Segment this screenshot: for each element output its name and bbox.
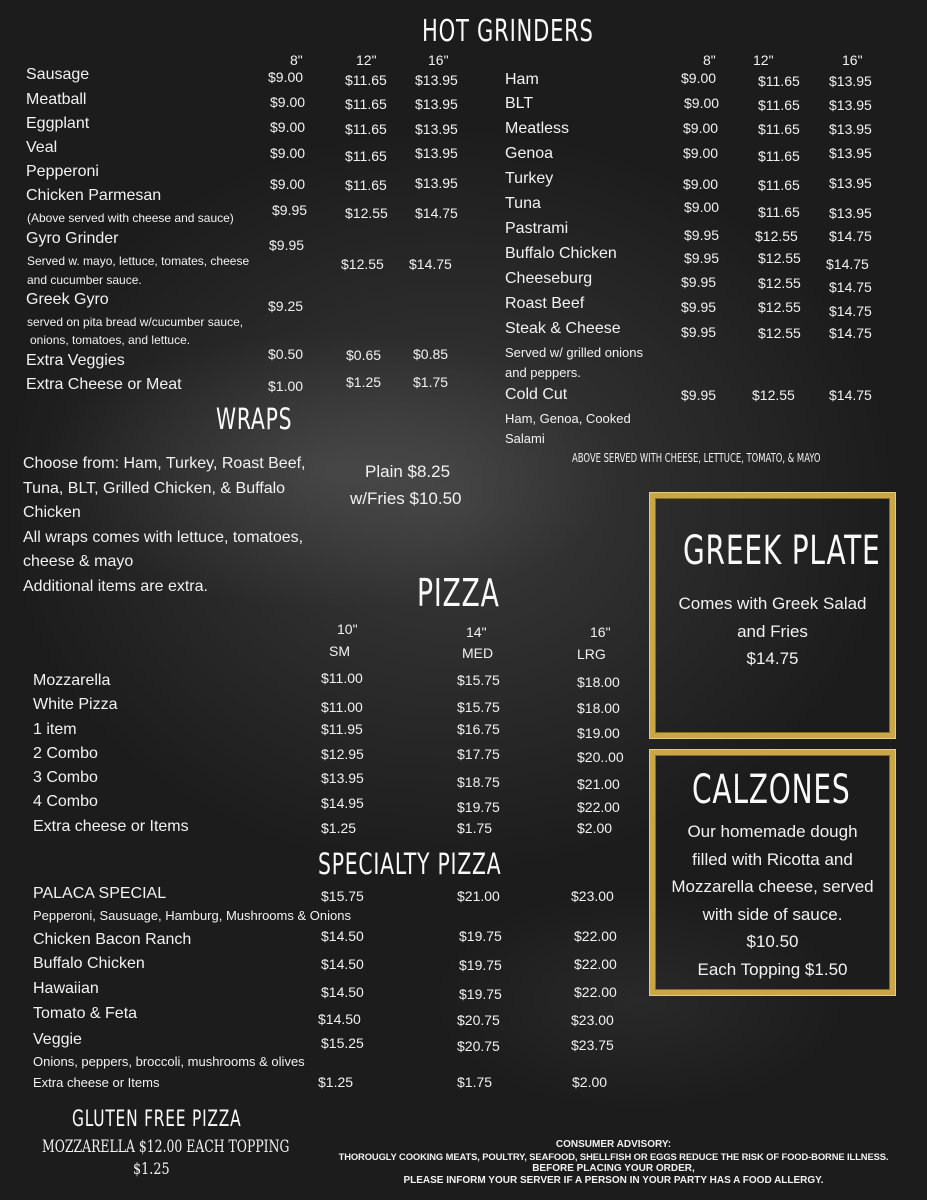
hot-grinders-title: HOT GRINDERS xyxy=(422,14,594,49)
right-size-12: 12" xyxy=(753,52,774,68)
price: $14.50 xyxy=(321,984,364,1000)
price: $11.00 xyxy=(321,699,363,715)
list-item: Chicken Bacon Ranch xyxy=(33,931,192,948)
price: $19.00 xyxy=(577,725,620,741)
price: $12.55 xyxy=(758,325,801,341)
price: $1.00 xyxy=(268,378,304,394)
price: $12.55 xyxy=(755,228,798,244)
price: $11.00 xyxy=(321,670,363,686)
price: $14.75 xyxy=(826,256,869,272)
list-item-description: and peppers. xyxy=(505,365,581,380)
price: $13.95 xyxy=(829,175,872,191)
price: $13.95 xyxy=(415,121,458,137)
price: $12.55 xyxy=(758,275,801,291)
price: $18.75 xyxy=(457,774,500,790)
price: $13.95 xyxy=(829,121,872,137)
right-size-16: 16" xyxy=(842,52,863,68)
wraps-line: cheese & mayo xyxy=(23,553,134,570)
price: $9.25 xyxy=(268,298,304,314)
price: $9.00 xyxy=(684,95,720,111)
wraps-title: WRAPS xyxy=(216,402,293,436)
price: $12.55 xyxy=(752,387,795,403)
price: $9.95 xyxy=(681,324,717,340)
price: $11.65 xyxy=(758,73,800,89)
consumer-advisory xyxy=(315,1139,912,1187)
price: $9.00 xyxy=(683,176,719,192)
price: $21.00 xyxy=(577,776,620,792)
price: $9.95 xyxy=(684,250,720,266)
list-item: Ham xyxy=(505,71,539,88)
calzones-line: Mozzarella cheese, served xyxy=(671,877,874,896)
list-item: Tomato & Feta xyxy=(33,1005,138,1022)
wraps-fries-price: w/Fries $10.50 xyxy=(350,489,462,508)
price: $12.55 xyxy=(758,250,801,266)
calzones-price: $10.50 xyxy=(746,932,799,951)
list-item-note: (Above served with cheese and sauce) xyxy=(27,211,234,225)
price: $15.25 xyxy=(321,1035,364,1051)
list-item-description: Onions, peppers, broccoli, mushrooms & olives xyxy=(33,1054,305,1069)
gluten-free-topping-price: $1.25 xyxy=(133,1159,170,1178)
list-item: Sausage xyxy=(26,66,90,83)
price: $23.75 xyxy=(571,1037,614,1053)
price: $9.00 xyxy=(683,145,719,161)
served-with-note: ABOVE SERVED WITH CHEESE, LETTUCE, TOMATO, & MAYO xyxy=(572,451,821,465)
price: $14.75 xyxy=(409,256,452,272)
wraps-line: Additional items are extra. xyxy=(23,577,208,595)
list-item: Genoa xyxy=(505,145,554,162)
price: $14.75 xyxy=(829,228,872,244)
greek-plate-title: GREEK PLATE xyxy=(683,528,881,574)
pizza-size-lrg-inches: 16" xyxy=(590,624,611,640)
price: $0.85 xyxy=(413,346,449,362)
list-item: Extra cheese or Items xyxy=(33,1075,160,1090)
list-item: Turkey xyxy=(505,170,554,187)
pizza-size-sm-inches: 10" xyxy=(337,621,358,637)
price: $11.65 xyxy=(345,96,387,112)
specialty-pizza-title: SPECIALTY PIZZA xyxy=(318,847,502,881)
wraps-description xyxy=(23,452,353,599)
price: $11.65 xyxy=(345,121,387,137)
price: $13.95 xyxy=(829,73,872,89)
price: $11.65 xyxy=(758,148,800,164)
greek-plate-line: Comes with Greek Salad xyxy=(678,594,867,613)
list-item-description: Served w. mayo, lettuce, tomates, cheese xyxy=(27,254,250,268)
price: $19.75 xyxy=(459,957,502,973)
left-size-16: 16" xyxy=(428,52,449,68)
price: $2.00 xyxy=(572,1074,608,1090)
price: $0.65 xyxy=(346,347,382,363)
list-item: Extra cheese or Items xyxy=(33,818,189,835)
price: $11.65 xyxy=(345,177,387,193)
price: $19.75 xyxy=(459,928,502,944)
price: $9.95 xyxy=(681,274,717,290)
price: $14.75 xyxy=(415,205,458,221)
greek-plate-line: and Fries xyxy=(737,621,808,641)
price: $14.95 xyxy=(321,795,364,811)
list-item: Mozzarella xyxy=(33,672,111,689)
wraps-line: All wraps comes with lettuce, tomatoes, xyxy=(23,528,304,546)
greek-plate-price: $14.75 xyxy=(746,649,799,668)
list-item: Cold Cut xyxy=(505,386,568,403)
list-item: Eggplant xyxy=(26,115,90,132)
price: $13.95 xyxy=(415,72,458,88)
list-item-description: Served w/ grilled onions xyxy=(505,345,644,360)
list-item: Meatball xyxy=(26,91,87,108)
price: $22.00 xyxy=(577,799,620,815)
list-item: BLT xyxy=(505,95,534,112)
price: $9.95 xyxy=(272,202,308,218)
advisory-heading: CONSUMER ADVISORY: xyxy=(555,1139,672,1150)
price: $9.00 xyxy=(270,94,306,110)
calzones-title: CALZONES xyxy=(692,767,851,813)
price: $1.75 xyxy=(413,374,449,390)
list-item: Steak & Cheese xyxy=(505,320,621,337)
list-item: Hawaiian xyxy=(33,980,99,997)
price: $9.00 xyxy=(270,176,306,192)
list-item: Extra Cheese or Meat xyxy=(26,376,182,393)
list-item: 2 Combo xyxy=(33,745,98,762)
list-item: White Pizza xyxy=(33,696,118,713)
price: $18.00 xyxy=(577,700,620,716)
price: $13.95 xyxy=(829,205,872,221)
price: $9.95 xyxy=(681,299,717,315)
pizza-size-sm: SM xyxy=(329,643,350,659)
pizza-title: PIZZA xyxy=(417,571,500,615)
price: $14.75 xyxy=(829,325,872,341)
list-item: PALACA SPECIAL xyxy=(33,885,167,902)
calzones-topping: Each Topping $1.50 xyxy=(697,959,848,979)
right-size-8: 8" xyxy=(703,52,716,68)
price: $0.50 xyxy=(268,346,304,362)
list-item: Buffalo Chicken xyxy=(505,245,617,262)
price: $11.65 xyxy=(758,97,800,113)
price: $9.00 xyxy=(268,69,304,85)
wraps-line: Tuna, BLT, Grilled Chicken, & Buffalo xyxy=(23,479,286,497)
price: $1.75 xyxy=(457,820,493,836)
price: $12.55 xyxy=(341,256,384,272)
list-item: Veggie xyxy=(33,1031,82,1048)
price: $23.00 xyxy=(571,1012,614,1028)
pizza-size-med: MED xyxy=(462,645,494,661)
price: $2.00 xyxy=(577,820,613,836)
price: $13.95 xyxy=(829,145,872,161)
gluten-free-title: GLUTEN FREE PIZZA xyxy=(72,1107,242,1132)
left-size-8: 8" xyxy=(290,52,303,68)
list-item: 1 item xyxy=(33,721,77,738)
list-item-description: served on pita bread w/cucumber sauce, xyxy=(27,315,244,329)
wraps-plain-price: Plain $8.25 xyxy=(365,462,451,481)
price: $13.95 xyxy=(415,175,458,191)
list-item: 3 Combo xyxy=(33,769,98,786)
price: $9.95 xyxy=(684,227,720,243)
price: $22.00 xyxy=(574,984,617,1000)
wraps-line: Choose from: Ham, Turkey, Roast Beef, xyxy=(23,455,306,472)
price: $20.75 xyxy=(457,1038,500,1054)
price: $14.50 xyxy=(318,1011,361,1027)
price: $19.75 xyxy=(457,799,500,815)
price: $11.65 xyxy=(345,148,387,164)
price: $11.65 xyxy=(345,72,387,88)
price: $17.75 xyxy=(457,746,500,762)
price: $9.00 xyxy=(270,119,306,135)
price: $14.50 xyxy=(321,928,364,944)
price: $9.95 xyxy=(681,387,717,403)
price: $19.75 xyxy=(459,986,502,1002)
price: $9.95 xyxy=(269,237,305,253)
pizza-size-med-inches: 14" xyxy=(466,624,487,640)
list-item: Extra Veggies xyxy=(26,352,125,369)
price: $14.50 xyxy=(321,956,364,972)
price: $23.00 xyxy=(571,888,614,904)
price: $13.95 xyxy=(415,96,458,112)
advisory-line: PLEASE INFORM YOUR SERVER IF A PERSON IN YOUR PARTY HAS A FOOD ALLERGY. xyxy=(403,1175,824,1186)
list-item-description: and cucumber sauce. xyxy=(27,273,142,287)
wraps-line: Chicken xyxy=(23,504,81,521)
list-item: Buffalo Chicken xyxy=(33,955,145,972)
list-item: Pastrami xyxy=(505,220,569,237)
list-item-description: Pepperoni, Sausuage, Hamburg, Mushrooms & Onions xyxy=(33,908,351,923)
list-item: Roast Beef xyxy=(505,295,585,312)
price: $9.00 xyxy=(684,199,720,215)
price: $14.75 xyxy=(829,303,872,319)
list-item: Tuna xyxy=(505,195,541,212)
advisory-line: BEFORE PLACING YOUR ORDER, xyxy=(532,1163,695,1174)
price: $11.95 xyxy=(321,721,363,737)
left-size-12: 12" xyxy=(356,52,377,68)
price: $18.00 xyxy=(577,674,620,690)
pizza-size-lrg: LRG xyxy=(577,646,606,662)
price: $9.00 xyxy=(683,120,719,136)
price: $13.95 xyxy=(829,97,872,113)
calzones-line: filled with Ricotta and xyxy=(692,849,853,869)
price: $12.55 xyxy=(345,205,388,221)
price: $11.65 xyxy=(758,204,800,220)
calzones-description xyxy=(650,818,895,983)
price: $20.75 xyxy=(457,1012,500,1028)
price: $12.95 xyxy=(321,746,364,762)
price: $14.75 xyxy=(829,279,872,295)
gluten-free-line: MOZZARELLA $12.00 EACH TOPPING xyxy=(42,1137,290,1157)
price: $9.00 xyxy=(270,145,306,161)
price: $11.65 xyxy=(758,121,800,137)
price: $1.25 xyxy=(318,1074,354,1090)
list-item: Chicken Parmesan xyxy=(26,187,162,204)
list-item-description: Ham, Genoa, Cooked xyxy=(505,411,631,426)
list-item: Greek Gyro xyxy=(26,291,109,308)
calzones-line: with side of sauce. xyxy=(702,904,843,924)
price: $9.00 xyxy=(681,70,717,86)
price: $13.95 xyxy=(415,145,458,161)
price: $22.00 xyxy=(574,956,617,972)
price: $14.75 xyxy=(829,387,872,403)
calzones-line: Our homemade dough xyxy=(687,822,858,841)
list-item: 4 Combo xyxy=(33,793,98,810)
price: $13.95 xyxy=(321,770,364,786)
price: $12.55 xyxy=(758,299,801,315)
list-item: Meatless xyxy=(505,120,570,137)
price: $21.00 xyxy=(457,888,500,904)
price: $1.25 xyxy=(346,374,382,390)
greek-plate-description xyxy=(650,590,895,673)
list-item-description: onions, tomatoes, and lettuce. xyxy=(30,333,191,347)
price: $15.75 xyxy=(321,888,364,904)
price: $15.75 xyxy=(457,699,500,715)
list-item-description: Salami xyxy=(505,431,545,446)
price: $20..00 xyxy=(577,749,624,765)
list-item: Veal xyxy=(26,139,58,156)
price: $15.75 xyxy=(457,672,500,688)
price: $16.75 xyxy=(457,721,500,737)
price: $1.75 xyxy=(457,1074,493,1090)
list-item: Cheeseburg xyxy=(505,270,593,287)
list-item: Pepperoni xyxy=(26,163,99,180)
list-item: Gyro Grinder xyxy=(26,230,119,247)
price: $22.00 xyxy=(574,928,617,944)
price: $11.65 xyxy=(758,177,800,193)
advisory-line: THOROUGLY COOKING MEATS, POULTRY, SEAFOOD, SHELLFISH OR EGGS REDUCE THE RISK OF FOOD-BORNE ILLNESS. xyxy=(338,1151,889,1162)
price: $1.25 xyxy=(321,820,357,836)
